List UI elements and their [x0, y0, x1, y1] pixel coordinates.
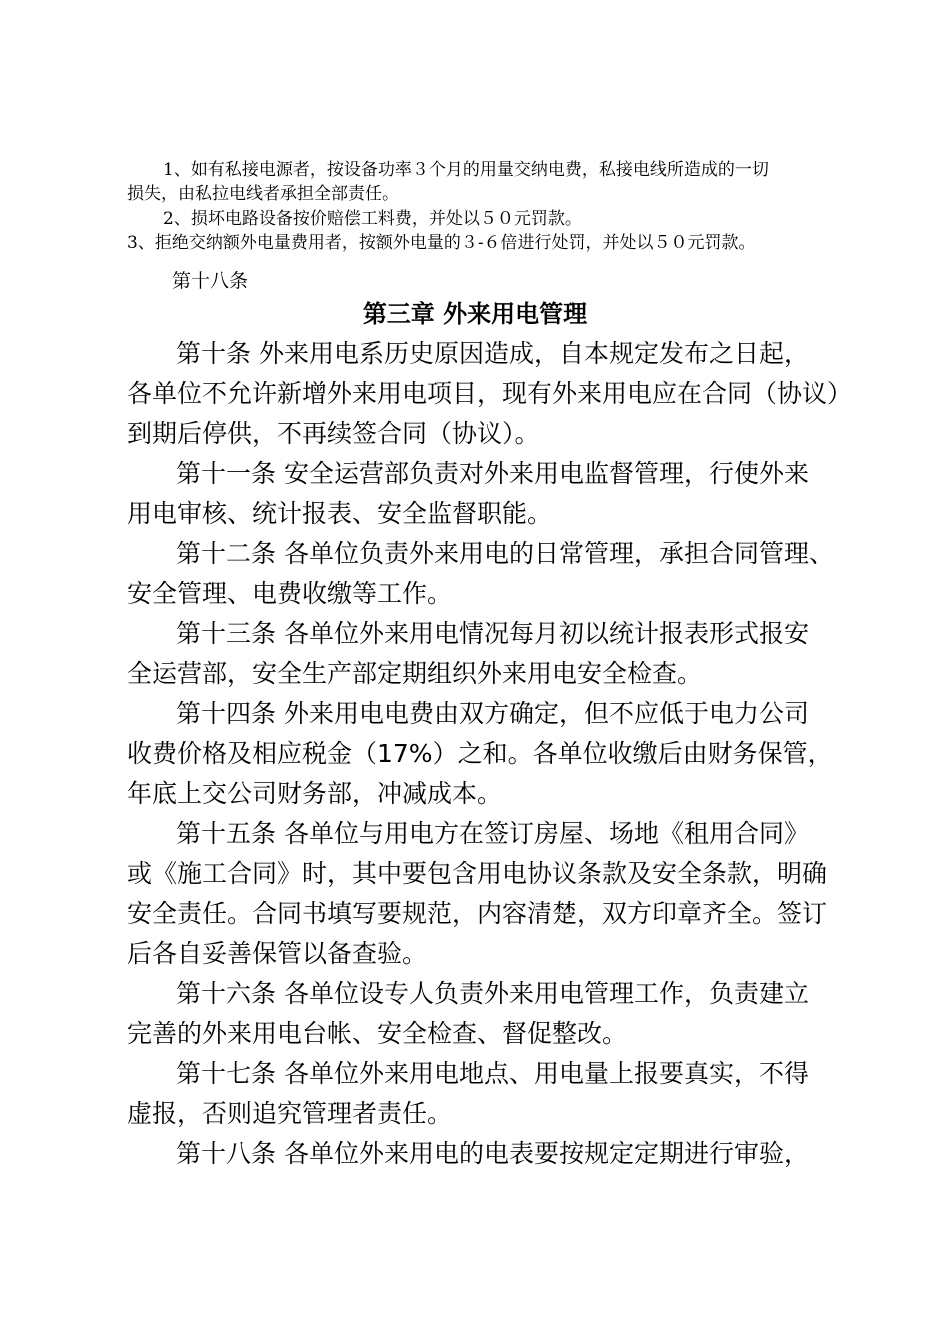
article-15-line-2: 或《施工合同》时，其中要包含用电协议条款及安全条款，明确	[127, 859, 828, 888]
chapter-title: 第三章 外来用电管理	[362, 300, 588, 328]
article-18-line-1: 第十八条 各单位外来用电的电表要按规定定期进行审验，	[176, 1139, 809, 1168]
article-14-line-1: 第十四条 外来用电电费由双方确定，但不应低于电力公司	[176, 699, 809, 728]
article-13-line-2: 全运营部，安全生产部定期组织外来用电安全检查。	[127, 659, 703, 688]
penalty-item-2: 2、损坏电路设备按价赔偿工料费，并处以５０元罚款。	[163, 209, 582, 229]
article-15-line-1: 第十五条 各单位与用电方在签订房屋、场地《租用合同》	[176, 819, 809, 848]
article-10-line-2: 各单位不允许新增外来用电项目，现有外来用电应在合同（协议）	[127, 379, 853, 408]
article-12-line-1: 第十二条 各单位负责外来用电的日常管理，承担合同管理、	[176, 539, 834, 568]
article-11-line-2: 用电审核、统计报表、安全监督职能。	[127, 499, 553, 528]
article-15-line-4: 后各自妥善保管以备查验。	[127, 939, 428, 968]
article-10-line-3: 到期后停供，不再续签合同（协议）。	[127, 419, 540, 448]
penalty-item-1-line-2: 损失，由私拉电线者承担全部责任。	[127, 184, 399, 204]
article-14-line-2: 收费价格及相应税金（17%）之和。各单位收缴后由财务保管，	[127, 739, 833, 768]
penalty-item-3: 3、拒绝交纳额外电量费用者，按额外电量的３-６倍进行处罚，并处以５０元罚款。	[127, 233, 756, 253]
article-17-line-2: 虚报，否则追究管理者责任。	[127, 1099, 453, 1128]
article-14-line-3: 年底上交公司财务部，冲减成本。	[127, 779, 503, 808]
penalty-item-1-line-1: 1、如有私接电源者，按设备功率３个月的用量交纳电费，私接电线所造成的一切	[163, 160, 769, 180]
article-17-line-1: 第十七条 各单位外来用电地点、用电量上报要真实，不得	[176, 1059, 809, 1088]
article-12-line-2: 安全管理、电费收缴等工作。	[127, 579, 453, 608]
article-13-line-1: 第十三条 各单位外来用电情况每月初以统计报表形式报安	[176, 619, 809, 648]
article-16-line-1: 第十六条 各单位设专人负责外来用电管理工作，负责建立	[176, 979, 809, 1008]
article-15-line-3: 安全责任。合同书填写要规范，内容清楚，双方印章齐全。签订	[127, 899, 828, 928]
article-16-line-2: 完善的外来用电台帐、安全检查、督促整改。	[127, 1019, 628, 1048]
article-18-small-heading: 第十八条	[172, 270, 249, 292]
article-11-line-1: 第十一条 安全运营部负责对外来用电监督管理，行使外来	[176, 459, 809, 488]
article-10-line-1: 第十条 外来用电系历史原因造成，自本规定发布之日起，	[176, 339, 809, 368]
